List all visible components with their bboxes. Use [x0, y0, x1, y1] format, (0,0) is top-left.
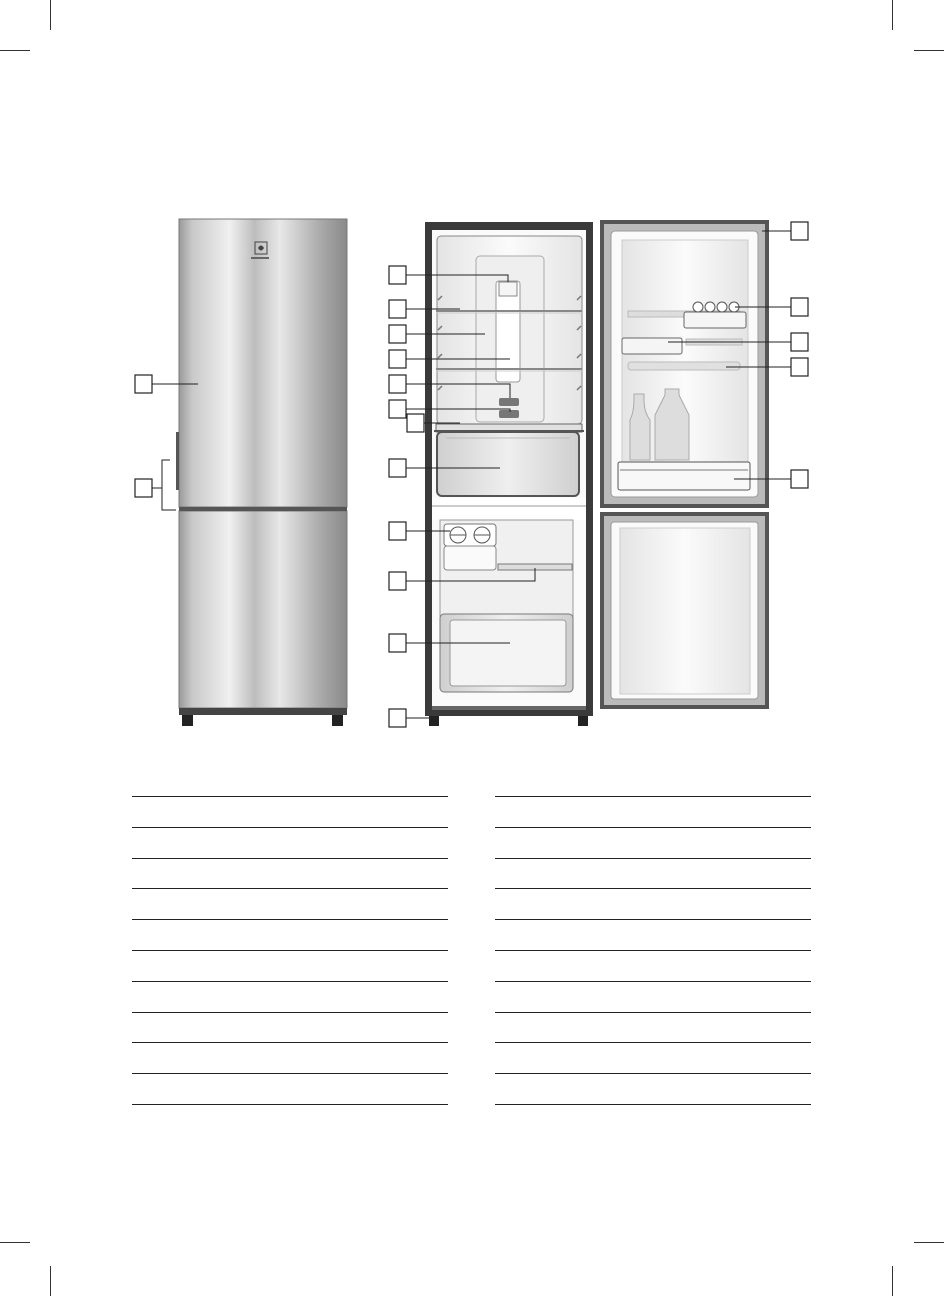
- legend-line: [132, 1104, 448, 1105]
- legend-line: [495, 796, 811, 797]
- leader-line: [162, 488, 176, 510]
- callout-box: [389, 709, 406, 727]
- legend-line: [495, 1104, 811, 1105]
- callout-box: [407, 414, 424, 432]
- legend-line: [495, 888, 811, 889]
- legend-line: [132, 858, 448, 859]
- door-interior: [600, 220, 769, 709]
- legend-line: [495, 1012, 811, 1013]
- callout-box: [389, 350, 406, 368]
- callout-box: [389, 400, 406, 418]
- callout-box: [135, 479, 152, 497]
- callout-box: [791, 470, 808, 488]
- legend-line: [132, 981, 448, 982]
- fridge-interior: [425, 222, 593, 726]
- callout-box: [389, 300, 406, 318]
- legend-line: [132, 950, 448, 951]
- callout-box: [389, 572, 406, 590]
- legend-line: [132, 796, 448, 797]
- legend-line: [132, 1073, 448, 1074]
- crop-mark-bottom-left: [50, 1266, 51, 1296]
- legend-line: [132, 1012, 448, 1013]
- legend-line: [132, 827, 448, 828]
- legend-line: [495, 950, 811, 951]
- callout-box: [389, 634, 406, 652]
- crop-mark-bottom-right: [914, 1242, 944, 1243]
- callout-box: [791, 333, 808, 351]
- callout-box: [389, 375, 406, 393]
- callout-box: [389, 325, 406, 343]
- crop-mark-bottom-left: [0, 1242, 30, 1243]
- legend-line: [132, 888, 448, 889]
- callout-box: [389, 459, 406, 477]
- callout-box: [135, 375, 152, 393]
- legend-line: [495, 919, 811, 920]
- callout-box: [389, 266, 406, 284]
- legend-line: [495, 858, 811, 859]
- legend-line: [495, 1042, 811, 1043]
- leader-line: [152, 460, 170, 488]
- fridge-front: [176, 219, 347, 726]
- callout-box: [389, 522, 406, 540]
- legend-line: [495, 827, 811, 828]
- legend-line: [495, 1073, 811, 1074]
- callout-box: [791, 358, 808, 376]
- callout-box: [791, 222, 808, 240]
- legend-line: [495, 981, 811, 982]
- legend-line: [132, 1042, 448, 1043]
- callout-box: [791, 298, 808, 316]
- legend-line: [132, 919, 448, 920]
- crop-mark-bottom-right: [892, 1266, 893, 1296]
